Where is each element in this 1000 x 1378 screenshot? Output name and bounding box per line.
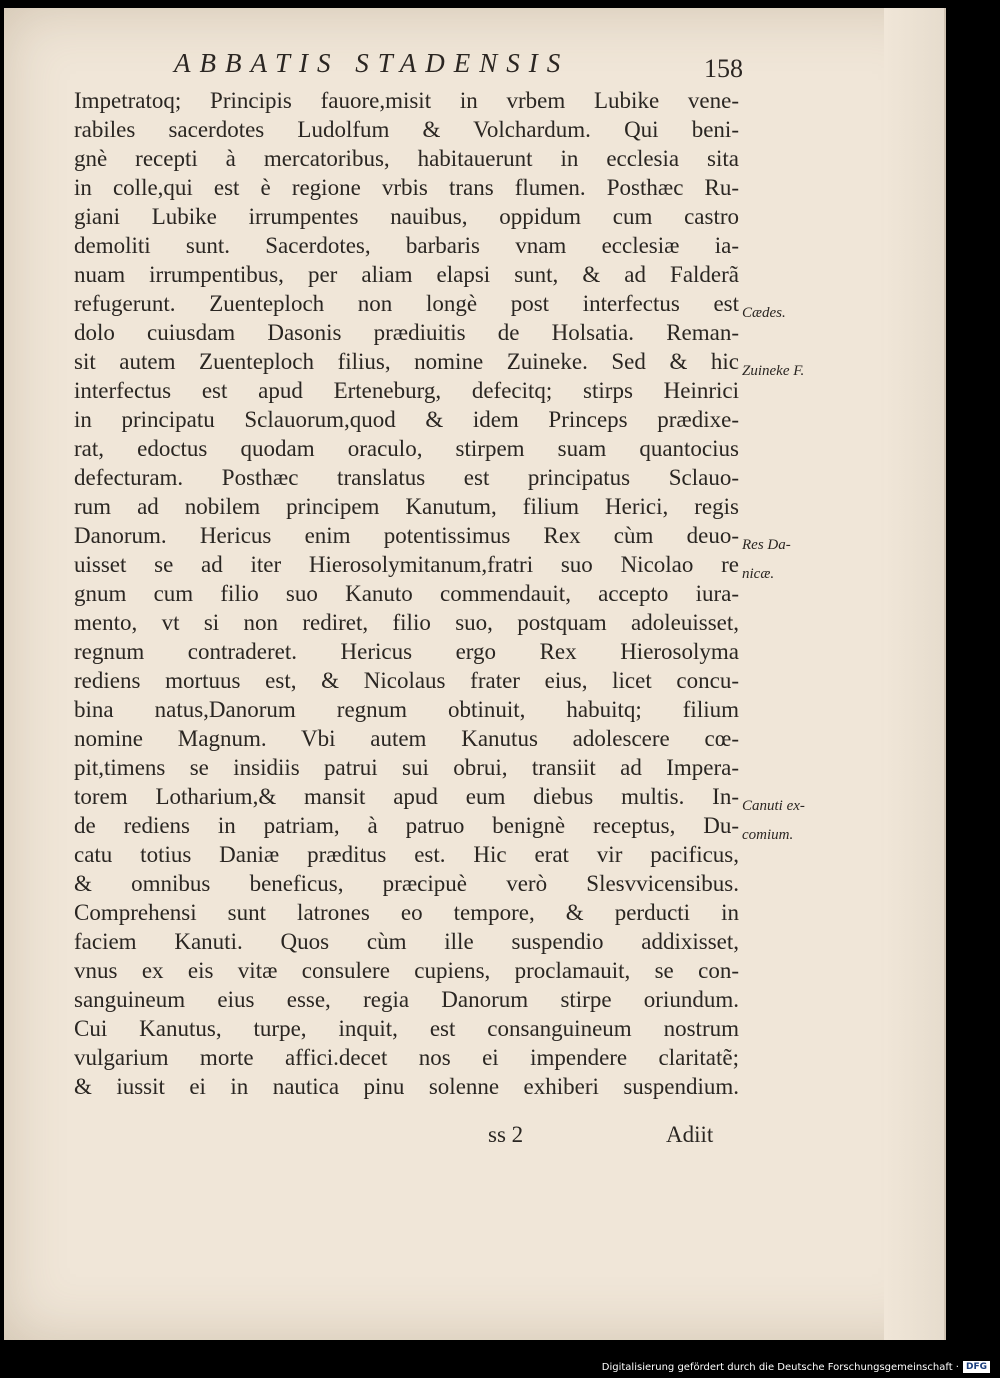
running-title: ABBATIS STADENSIS: [174, 48, 570, 78]
text-line: rum ad nobilem principem Kanutum, filium Herici, regis: [74, 494, 739, 519]
text-line: gnè recepti à mercatoribus, habitauerunt in ecclesia sita: [74, 146, 739, 171]
text-line: gnum cum filio suo Kanuto commendauit, accepto iura-: [74, 581, 739, 606]
margin-note: Cædes.: [742, 305, 786, 321]
margin-note: Res Da-: [742, 537, 791, 553]
text-line: sanguineum eius esse, regia Danorum stirpe oriundum.: [74, 987, 739, 1012]
text-line: Danorum. Hericus enim potentissimus Rex cùm deuo-: [74, 523, 739, 548]
catchword: Adiit: [666, 1122, 714, 1147]
text-line: dolo cuiusdam Dasonis prædiuitis de Holsatia. Reman-: [74, 320, 739, 345]
text-line: pit,timens se insidiis patrui sui obrui, transiit ad Impera-: [74, 755, 739, 780]
margin-note: nicæ.: [742, 566, 775, 582]
text-line: de rediens in patriam, à patruo benignè receptus, Du-: [74, 813, 739, 838]
text-line: bina natus,Danorum regnum obtinuit, habuitq; filium: [74, 697, 739, 722]
text-line: rediens mortuus est, & Nicolaus frater eius, licet concu-: [74, 668, 739, 693]
text-line: refugerunt. Zuenteploch non longè post interfectus est: [74, 291, 739, 316]
text-line: interfectus est apud Erteneburg, defecitq; stirps Heinrici: [74, 378, 739, 403]
margin-note: comium.: [742, 827, 794, 843]
text-line: defecturam. Posthæc translatus est principatus Sclauo-: [74, 465, 739, 490]
text-line: demoliti sunt. Sacerdotes, barbaris vnam ecclesiæ ia-: [74, 233, 739, 258]
text-line: giani Lubike irrumpentes nauibus, oppidum cum castro: [74, 204, 739, 229]
text-line: uisset se ad iter Hierosolymitanum,fratri suo Nicolao re: [74, 552, 739, 577]
dfg-logo: DFG: [963, 1361, 990, 1373]
text-line: & iussit ei in nautica pinu solenne exhiberi suspendium.: [74, 1074, 739, 1099]
signature-mark: ss 2: [488, 1122, 524, 1147]
credit-text: Digitalisierung gefördert durch die Deutsche Forschungsgemeinschaft ·: [601, 1361, 959, 1373]
body-text: [74, 86, 739, 1101]
text-line: in principatu Sclauorum,quod & idem Princeps prædixe-: [74, 407, 739, 432]
text-line: rabiles sacerdotes Ludolfum & Volchardum. Qui beni-: [74, 117, 739, 142]
text-line: rat, edoctus quodam oraculo, stirpem suam quantocius: [74, 436, 739, 461]
text-line: sit autem Zuenteploch filius, nomine Zuineke. Sed & hic: [74, 349, 739, 374]
text-line: Comprehensi sunt latrones eo tempore, & perducti in: [74, 900, 739, 925]
text-line: in colle,qui est è regione vrbis trans flumen. Posthæc Ru-: [74, 175, 739, 200]
text-line: vulgarium morte affici.decet nos ei impendere claritatẽ;: [74, 1045, 739, 1070]
text-line: torem Lotharium,& mansit apud eum diebus multis. In-: [74, 784, 739, 809]
text-line: regnum contraderet. Hericus ergo Rex Hierosolyma: [74, 639, 739, 664]
text-line: mento, vt si non rediret, filio suo, postquam adoleuisset,: [74, 610, 739, 635]
text-line: Cui Kanutus, turpe, inquit, est consanguineum nostrum: [74, 1016, 739, 1041]
page-number: 158: [704, 54, 743, 83]
text-line: nomine Magnum. Vbi autem Kanutus adolescere cœ-: [74, 726, 739, 751]
text-line: faciem Kanuti. Quos cùm ille suspendio addixisset,: [74, 929, 739, 954]
funding-credit: [602, 1361, 990, 1373]
text-line: Impetratoq; Principis fauore,misit in vrbem Lubike vene-: [74, 88, 739, 113]
page-edge: [884, 8, 944, 1340]
text-line: vnus ex eis vitæ consulere cupiens, proclamauit, se con-: [74, 958, 739, 983]
text-line: & omnibus beneficus, præcipuè verò Slesvvicensibus.: [74, 871, 739, 896]
text-line: catu totius Daniæ præditus est. Hic erat vir pacificus,: [74, 842, 739, 867]
margin-note: Zuineke F.: [742, 363, 805, 379]
text-line: nuam irrumpentibus, per aliam elapsi sunt, & ad Falderã: [74, 262, 739, 287]
margin-note: Canuti ex-: [742, 798, 805, 814]
book-page: [4, 8, 946, 1340]
